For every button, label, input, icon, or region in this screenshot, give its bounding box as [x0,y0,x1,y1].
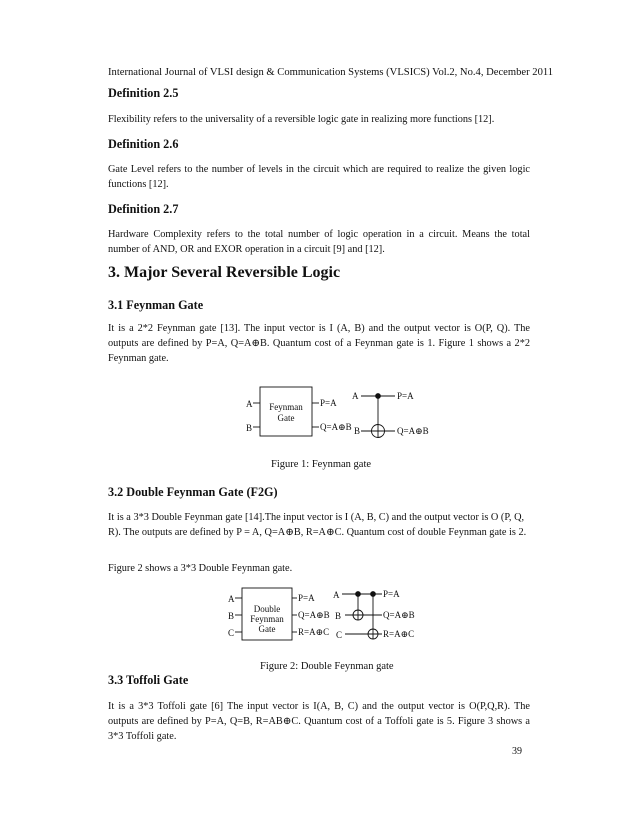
section-3-title: 3. Major Several Reversible Logic [108,264,341,281]
figure-2-caption: Figure 2: Double Feynman gate [260,661,394,672]
double-feynman-circuit-input-c: C [336,630,343,640]
definition-2-7-text: Hardware Complexity refers to the total number of logic operation in a circuit. Means the total number of AND, OR and EXOR operation in a circuit [9] and [12]. [108,229,530,255]
section-3-2-title: 3.2 Double Feynman Gate (F2G) [108,485,278,499]
section-3-3-text: It is a 3*3 Toffoli gate [6] The input vector is I(A, B, C) and the output vector is O(P,Q,R). The outputs are defined by P=A, Q=B, R=AB⊕C. Quantum cost of a Toffoli gate is 5. Figure 3 shows a 3*3 Toffoli gate. [108,701,530,742]
figure-2-diagram [222,583,432,645]
section-3-1-title: 3.1 Feynman Gate [108,298,204,312]
feynman-circuit-input-b: B [354,426,361,436]
journal-header: International Journal of VLSI design & Communication Systems (VLSICS) Vol.2, No.4, December 2011 [108,67,554,78]
definition-2-5-text: Flexibility refers to the universality of a reversible logic gate in realizing more functions [12]. [108,114,495,125]
section-3-2-figure-ref: Figure 2 shows a 3*3 Double Feynman gate. [108,563,293,574]
feynman-input-a: A [246,399,253,409]
feynman-box-line2: Gate [277,413,295,423]
double-feynman-box-line1: Double [253,604,281,614]
definition-2-6-title: Definition 2.6 [108,137,179,151]
figure-1-diagram [240,380,440,442]
double-feynman-box-line2: Feynman [250,614,284,624]
page-number: 39 [512,746,522,757]
double-feynman-circuit-output-p: P=A [383,589,400,599]
double-feynman-circuit-input-b: B [335,611,342,621]
double-feynman-box-line3: Gate [258,624,276,634]
feynman-circuit-input-a: A [352,391,359,401]
double-feynman-input-b: B [228,611,235,621]
double-feynman-circuit-input-a: A [333,590,340,600]
section-3-3-title: 3.3 Toffoli Gate [108,673,189,687]
feynman-circuit-output-p: P=A [397,391,414,401]
double-feynman-output-p: P=A [298,593,315,603]
double-feynman-output-q: Q=A⊕B [298,610,330,620]
double-feynman-input-a: A [228,594,235,604]
definition-2-6-text: Gate Level refers to the number of levels in the circuit which are required to realize the given logic functions [12]. [108,164,530,190]
double-feynman-input-c: C [228,628,235,638]
definition-2-5-title: Definition 2.5 [108,86,179,100]
feynman-circuit-output-q: Q=A⊕B [397,426,429,436]
section-3-1-text: It is a 2*2 Feynman gate [13]. The input vector is I (A, B) and the output vector is O(P, Q). The outputs are defined by P=A, Q=A⊕B. Quantum cost of a Feynman gate is 1. Figure 1 shows a 2*2 Feynman gate. [108,323,530,364]
feynman-output-p: P=A [320,398,337,408]
double-feynman-circuit-output-q: Q=A⊕B [383,610,415,620]
definition-2-7-title: Definition 2.7 [108,202,179,216]
double-feynman-circuit-output-r: R=A⊕C [383,629,415,639]
feynman-output-q: Q=A⊕B [320,422,352,432]
feynman-box-line1: Feynman [269,402,303,412]
double-feynman-output-r: R=A⊕C [298,627,330,637]
feynman-input-b: B [246,423,253,433]
section-3-2-text: It is a 3*3 Double Feynman gate [14].The input vector is I (A, B, C) and the output vector is O (P, Q, R). The outputs are defined by P = A, Q=A⊕B, R=A⊕C. Quantum cost of double Feynman gate is 2. [108,512,527,538]
figure-1-caption: Figure 1: Feynman gate [271,459,372,470]
